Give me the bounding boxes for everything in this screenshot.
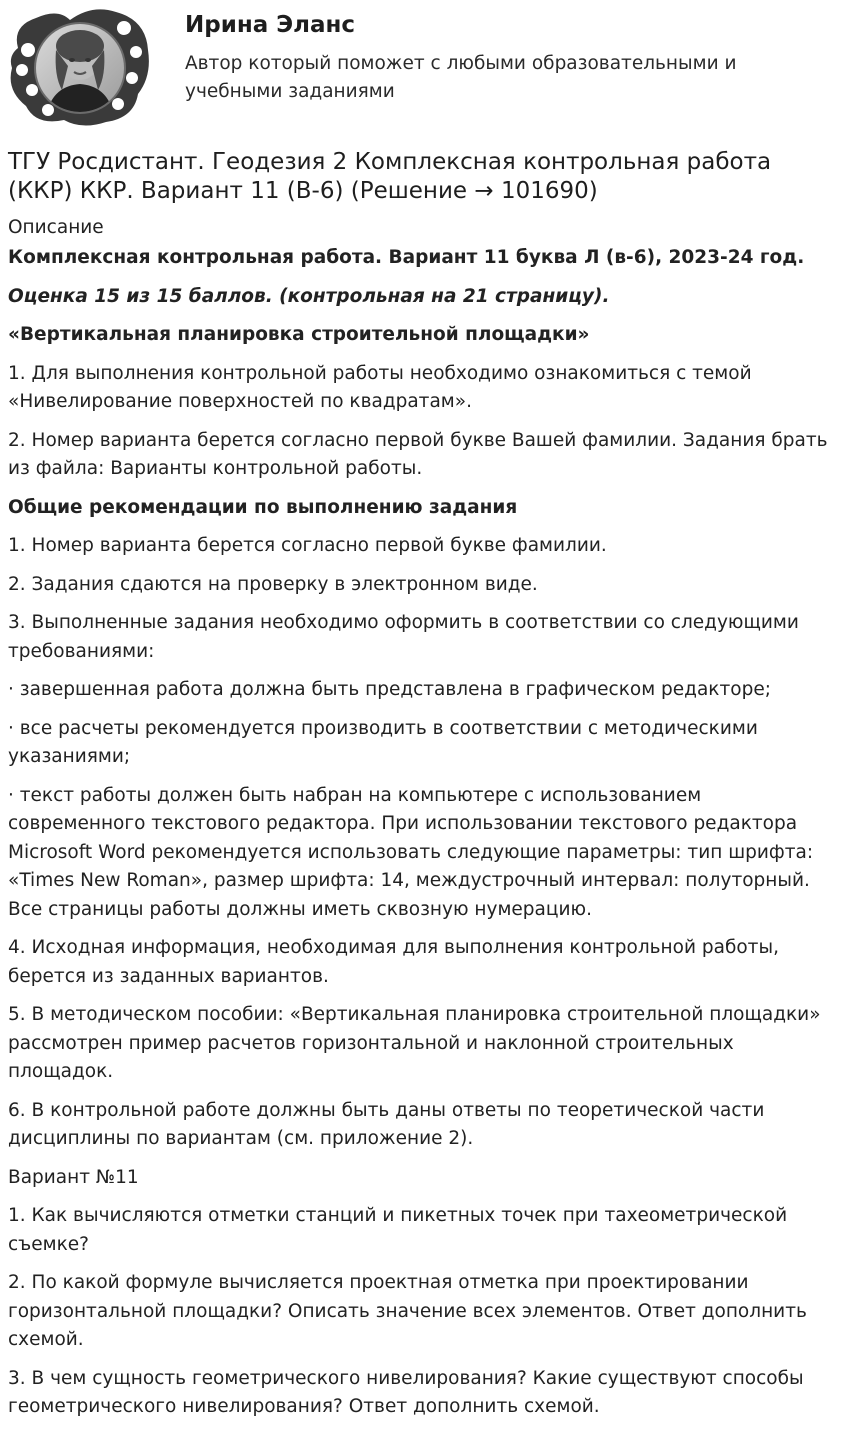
description-paragraph: · текст работы должен быть набран на компьютере с использованием современного текстового редактора. При использовании текстового редактора Microsoft Word рекомендуется использовать следующие параметры: тип шрифта: «Times New Roman», размер шрифта: 14, междустрочный интервал: полуторный. Все страницы работы должны иметь сквозную нумерацию. <box>8 784 814 920</box>
description-paragraph: 3. Выполненные задания необходимо оформить в соответствии со следующими требованиями: <box>8 612 799 662</box>
description-paragraph: · все расчеты рекомендуется производить в соответствии с методическими указаниями; <box>8 717 758 767</box>
description-paragraph: 3. В чем сущность геометрического нивелирования? Какие существуют способы геометрического нивелирования? Ответ дополнить схемой. <box>8 1367 804 1417</box>
description-paragraph: 2. По какой формуле вычисляется проектная отметка при проектировании горизонтальной площадки? Описать значение всех элементов. Ответ дополнить схемой. <box>8 1272 807 1350</box>
description-label: Описание <box>8 217 104 238</box>
description-paragraph: «Вертикальная планировка строительной площадки» <box>8 324 590 345</box>
avatar <box>6 6 152 128</box>
description-paragraph: 4. Исходная информация, необходимая для выполнения контрольной работы, берется из заданных вариантов. <box>8 937 779 987</box>
description-paragraph: 1. Номер варианта берется согласно первой букве фамилии. <box>8 535 607 556</box>
document-title: ТГУ Росдистант. Геодезия 2 Комплексная контрольная работа (ККР) ККР. Вариант 11 (В-6) (Решение → 101690) <box>8 149 772 204</box>
description-paragraph: Оценка 15 из 15 баллов. (контрольная на 21 страницу). <box>8 285 610 307</box>
description-paragraph: 5. В методическом пособии: «Вертикальная планировка строительной площадки» рассмотрен пример расчетов горизонтальной и наклонной строительных площадок. <box>8 1004 821 1082</box>
description-paragraph: Общие рекомендации по выполнению задания <box>8 496 518 518</box>
description-paragraph: · завершенная работа должна быть представлена в графическом редакторе; <box>8 679 771 700</box>
description-body <box>8 244 839 1422</box>
author-description: Автор который поможет с любыми образовательными и учебными заданиями <box>185 53 737 102</box>
description-paragraph: 1. Для выполнения контрольной работы необходимо ознакомиться с темой «Нивелирование поверхностей по квадратам». <box>8 362 752 412</box>
description-paragraph: 2. Задания сдаются на проверку в электронном виде. <box>8 573 538 595</box>
description-paragraph: Комплексная контрольная работа. Вариант 11 буква Л (в-6), 2023-24 год. <box>8 247 805 268</box>
description-paragraph: 6. В контрольной работе должны быть даны ответы по теоретической части дисциплины по вариантам (см. приложение 2). <box>8 1099 765 1149</box>
author-name[interactable]: Ирина Эланс <box>185 12 356 38</box>
document-content <box>0 148 847 1422</box>
description-paragraph: 1. Как вычисляются отметки станций и пикетных точек при тахеометрической съемке? <box>8 1205 788 1255</box>
author-header <box>0 0 847 132</box>
description-paragraph: Вариант №11 <box>8 1166 139 1188</box>
description-paragraph: 2. Номер варианта берется согласно первой букве Вашей фамилии. Задания брать из файла: Варианты контрольной работы. <box>8 429 828 479</box>
avatar-photo-icon <box>6 6 152 128</box>
